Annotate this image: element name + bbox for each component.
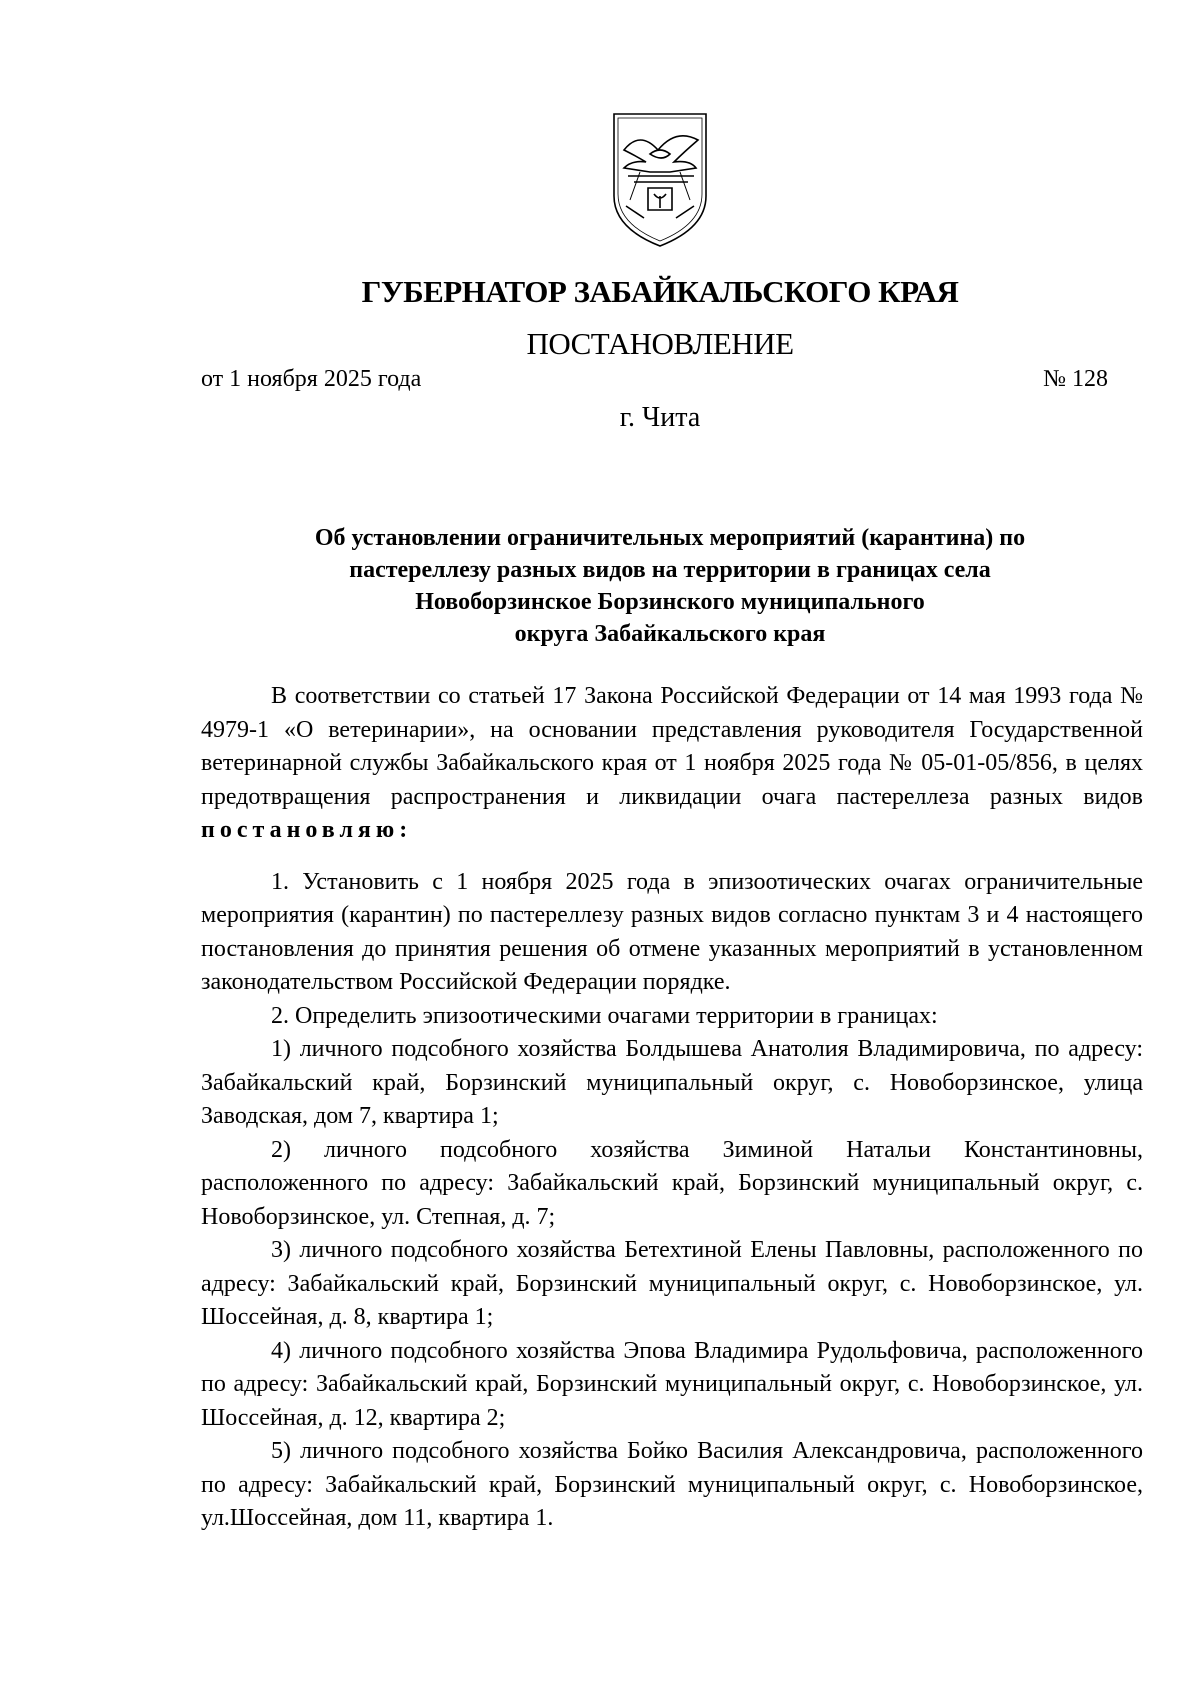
document-number: № 128 xyxy=(1043,366,1108,392)
document-body xyxy=(201,680,1143,1536)
subitem: 5) личного подсобного хозяйства Бойко Василия Александровича, расположенного по адресу: Забайкальский край, Борзинский муниципальный округ, с. Новоборзинское, ул.Шоссейная, дом 11, квартира 1. xyxy=(201,1438,1143,1531)
coat-of-arms-icon xyxy=(600,110,720,250)
subitem: 4) личного подсобного хозяйства Эпова Владимира Рудольфовича, расположенного по адресу: Забайкальский край, Борзинский муниципальный округ, с. Новоборзинское, ул. Шоссейная, д. 12, квартира 2; xyxy=(201,1337,1143,1431)
item-1: 1. Установить с 1 ноября 2025 года в эпизоотических очагах ограничительные мероприятия (карантин) по пастереллезу разных видов согласно пунктам 3 и 4 настоящего постановления до принятия решения об отмене указанных мероприятий в установленном законодательством Российской Федерации порядке. xyxy=(201,868,1143,995)
document-title xyxy=(200,522,1140,650)
item-2: 2. Определить эпизоотическими очагами территории в границах: xyxy=(271,1002,938,1029)
organization-title: ГУБЕРНАТОР ЗАБАЙКАЛЬСКОГО КРАЯ xyxy=(361,274,959,309)
subitem: 2) личного подсобного хозяйства Зиминой Натальи Константиновны, расположенного по адресу: Забайкальский край, Борзинский муниципальный округ, с. Новоборзинское, ул. Степная, д. 7; xyxy=(201,1136,1143,1230)
title-line: пастереллезу разных видов на территории в границах села xyxy=(349,557,991,583)
document-date: от 1 ноября 2025 года xyxy=(201,366,422,392)
decree-word: постановляю: xyxy=(201,817,413,843)
subitem: 1) личного подсобного хозяйства Болдышева Анатолия Владимировича, по адресу: Забайкальский край, Борзинский муниципальный округ, с. Новоборзинское, улица Заводская, дом 7, квартира 1; xyxy=(201,1036,1143,1129)
subitem: 3) личного подсобного хозяйства Бетехтиной Елены Павловны, расположенного по адресу: Забайкальский край, Борзинский муниципальный округ, с. Новоборзинское, ул. Шоссейная, д. 8, квартира 1; xyxy=(201,1237,1143,1330)
title-line: Об установлении ограничительных мероприятий (карантина) по xyxy=(314,525,1026,551)
document-type: ПОСТАНОВЛЕНИЕ xyxy=(526,326,794,361)
title-line: округа Забайкальского края xyxy=(514,621,826,647)
title-line: Новоборзинское Борзинского муниципального xyxy=(415,589,925,615)
document-city: г. Чита xyxy=(619,402,701,433)
preamble-paragraph: В соответствии со статьей 17 Закона Российской Федерации от 14 мая 1993 года № 4979-1 «О ветеринарии», на основании представления руководителя Государственной ветеринарной службы Забайкальского края от 1 ноября 2025 года № 05-01-05/856, в целях предотвращения распространения и ликвидации очага пастереллеза разных видов xyxy=(201,683,1143,810)
